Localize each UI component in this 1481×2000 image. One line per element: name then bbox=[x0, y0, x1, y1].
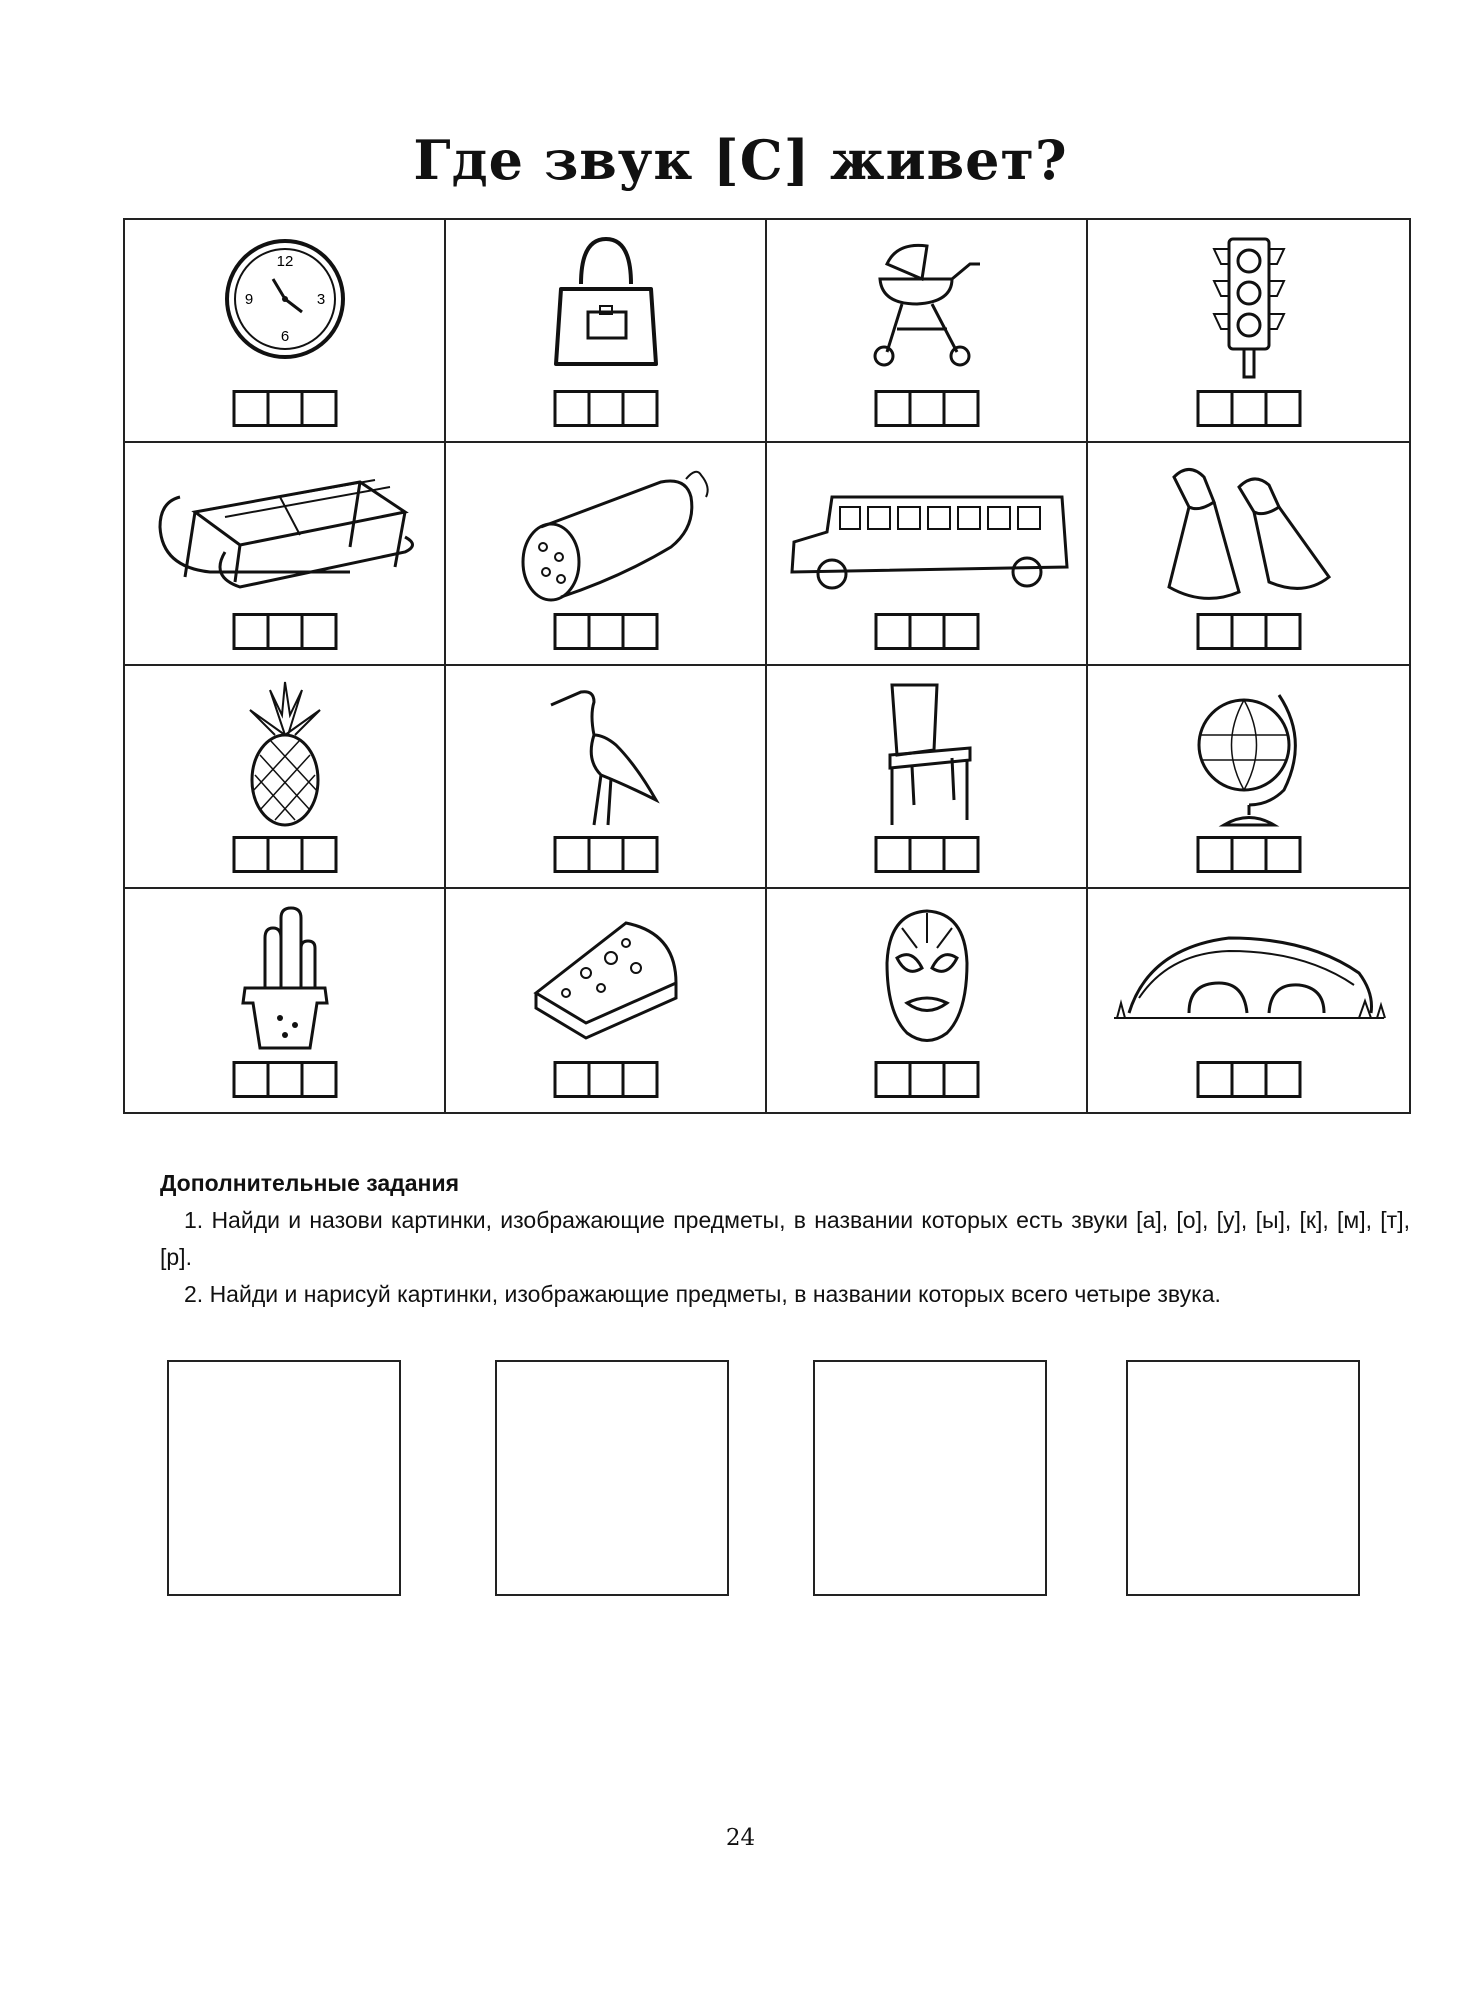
cheese-icon bbox=[526, 903, 686, 1053]
task-2: 2. Найди и нарисуй картинки, изображающие предметы, в названии которых всего четыре звука. bbox=[184, 1281, 1221, 1307]
drawing-box-3[interactable] bbox=[813, 1360, 1047, 1596]
page-number: 24 bbox=[725, 1825, 756, 1851]
sound-boxes[interactable] bbox=[232, 1061, 337, 1098]
card-cactus bbox=[125, 889, 446, 1112]
sled-icon bbox=[150, 457, 420, 597]
drawing-box-2[interactable] bbox=[495, 1360, 729, 1596]
card-stroller bbox=[767, 220, 1088, 443]
sound-boxes[interactable] bbox=[232, 836, 337, 873]
svg-text:12: 12 bbox=[276, 253, 293, 270]
traffic-light-icon bbox=[1199, 234, 1299, 379]
sound-boxes[interactable] bbox=[1196, 390, 1301, 427]
globe-icon bbox=[1189, 680, 1309, 830]
card-mask bbox=[767, 889, 1088, 1112]
drawing-box-4[interactable] bbox=[1126, 1360, 1360, 1596]
svg-text:9: 9 bbox=[244, 291, 253, 308]
sound-grid bbox=[123, 218, 1411, 1114]
sound-boxes[interactable] bbox=[553, 613, 658, 650]
sound-boxes[interactable] bbox=[874, 1061, 979, 1098]
bus-icon bbox=[782, 457, 1072, 597]
flippers-icon bbox=[1159, 457, 1339, 607]
card-globe bbox=[1088, 666, 1409, 889]
clock-icon bbox=[220, 234, 350, 364]
sound-boxes[interactable] bbox=[232, 613, 337, 650]
sound-boxes[interactable] bbox=[553, 1061, 658, 1098]
card-bridge bbox=[1088, 889, 1409, 1112]
card-sled bbox=[125, 443, 446, 666]
card-chair bbox=[767, 666, 1088, 889]
card-stork bbox=[446, 666, 767, 889]
sound-boxes[interactable] bbox=[1196, 613, 1301, 650]
card-pineapple bbox=[125, 666, 446, 889]
card-bus bbox=[767, 443, 1088, 666]
card-clock bbox=[125, 220, 446, 443]
sound-boxes[interactable] bbox=[1196, 836, 1301, 873]
svg-text:6: 6 bbox=[280, 328, 289, 345]
handbag-icon bbox=[546, 234, 666, 374]
sound-boxes[interactable] bbox=[1196, 1061, 1301, 1098]
mask-icon bbox=[877, 903, 977, 1053]
chair-icon bbox=[872, 680, 982, 830]
sound-boxes[interactable] bbox=[874, 613, 979, 650]
page-title: Где звук [С] живет? bbox=[413, 128, 1068, 192]
drawing-box-1[interactable] bbox=[167, 1360, 401, 1596]
sound-boxes[interactable] bbox=[874, 390, 979, 427]
pineapple-icon bbox=[240, 680, 330, 830]
task-1: 1. Найди и назови картинки, изображающие предметы, в названии которых есть звуки [а], [о], [у], [ы], [к], [м], [т], [р]. bbox=[160, 1207, 1410, 1270]
card-cheese bbox=[446, 889, 767, 1112]
card-flippers bbox=[1088, 443, 1409, 666]
sound-boxes[interactable] bbox=[553, 836, 658, 873]
card-sausage bbox=[446, 443, 767, 666]
svg-text:3: 3 bbox=[316, 291, 325, 308]
card-handbag bbox=[446, 220, 767, 443]
stroller-icon bbox=[862, 234, 992, 374]
stork-icon bbox=[546, 680, 666, 830]
sound-boxes[interactable] bbox=[874, 836, 979, 873]
sound-boxes[interactable] bbox=[553, 390, 658, 427]
bridge-icon bbox=[1109, 903, 1389, 1053]
extra-tasks bbox=[160, 1165, 1410, 1313]
extra-heading: Дополнительные задания bbox=[160, 1170, 460, 1196]
sound-boxes[interactable] bbox=[232, 390, 337, 427]
sausage-icon bbox=[501, 457, 711, 607]
card-traffic-light bbox=[1088, 220, 1409, 443]
cactus-icon bbox=[235, 903, 335, 1053]
